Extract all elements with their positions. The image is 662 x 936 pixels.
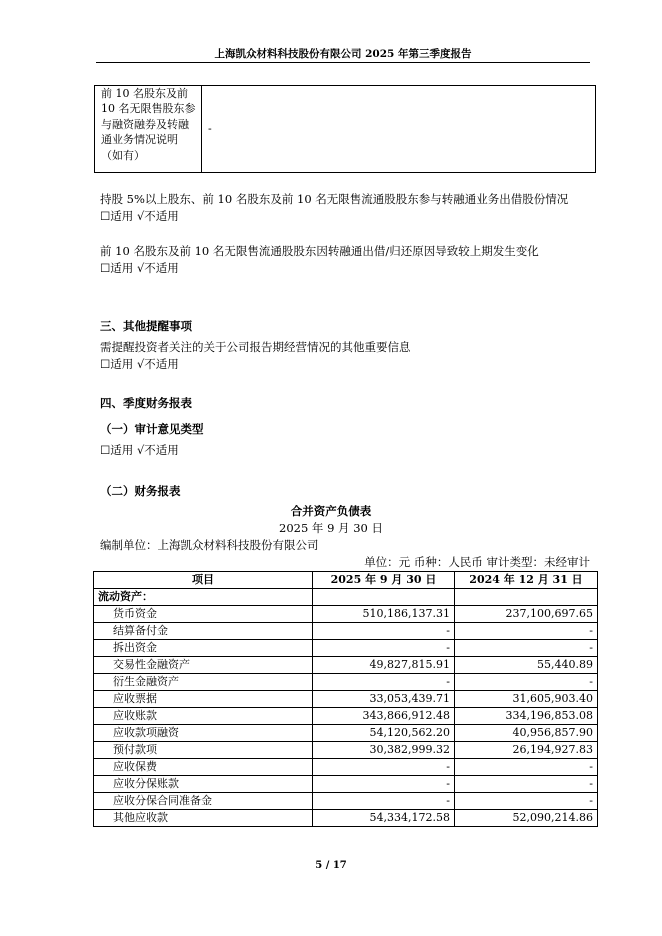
row-prior-value: - [455, 793, 598, 810]
row-item: 应收账款 [94, 708, 313, 725]
row-item: 拆出资金 [94, 640, 313, 657]
row-item: 结算备付金 [94, 623, 313, 640]
row-item: 应收分保账款 [94, 776, 313, 793]
row-prior-value: 26,194,927.83 [455, 742, 598, 759]
row-item: 应收票据 [94, 691, 313, 708]
table-row [94, 793, 598, 810]
page-number: 5 / 17 [315, 860, 347, 871]
row-current-value: 54,334,172.58 [313, 810, 455, 827]
margin-trading-value: - [208, 122, 212, 135]
statement-date: 2025 年 9 月 30 日 [279, 521, 383, 535]
section-3-heading: 三、其他提醒事项 [100, 319, 192, 333]
row-item: 应收保费 [94, 759, 313, 776]
row-prior-value: 334,196,853.08 [455, 708, 598, 725]
row-item: 交易性金融资产 [94, 657, 313, 674]
row-prior-value: - [455, 776, 598, 793]
table-row [94, 810, 598, 827]
row-current-value: - [313, 640, 455, 657]
audit-opinion-choice: ☐适用 √不适用 [100, 443, 179, 457]
table-row [94, 742, 598, 759]
lending-section-text: 持股 5%以上股东、前 10 名股东及前 10 名无限售流通股股东参与转融通业务出借股份情况 [100, 192, 569, 206]
row-prior-value: - [455, 623, 598, 640]
row-current-value: 54,120,562.20 [313, 725, 455, 742]
row-prior-value: 52,090,214.86 [455, 810, 598, 827]
row-prior-value: 31,605,903.40 [455, 691, 598, 708]
audit-opinion-heading: （一）审计意见类型 [100, 422, 204, 436]
change-section-text: 前 10 名股东及前 10 名无限售流通股股东因转融通出借/归还原因导致较上期发生变化 [100, 244, 539, 258]
row-item: 衍生金融资产 [94, 674, 313, 691]
row-item: 预付款项 [94, 742, 313, 759]
row-item: 应收分保合同准备金 [94, 793, 313, 810]
margin-trading-table [94, 85, 596, 173]
column-header-item: 项目 [94, 572, 313, 589]
row-prior-value: - [455, 759, 598, 776]
row-current-value: 343,866,912.48 [313, 708, 455, 725]
row-prior-value: 40,956,857.90 [455, 725, 598, 742]
label-line: 10 名无限售股东参 [101, 102, 196, 116]
section-4-heading: 四、季度财务报表 [100, 396, 192, 410]
label-line: 与融资融券及转融 [101, 117, 189, 131]
row-current-value: - [313, 623, 455, 640]
row-prior-value: - [455, 640, 598, 657]
empty-cell [313, 589, 455, 606]
section-3-text: 需提醒投资者关注的关于公司报告期经营情况的其他重要信息 [100, 340, 411, 354]
header-divider [96, 62, 590, 63]
row-current-value: - [313, 759, 455, 776]
row-current-value: 33,053,439.71 [313, 691, 455, 708]
row-current-value: 30,382,999.32 [313, 742, 455, 759]
balance-sheet-table [93, 571, 598, 827]
row-current-value: - [313, 674, 455, 691]
label-line: 前 10 名股东及前 [101, 87, 188, 100]
row-prior-value: 55,440.89 [455, 657, 598, 674]
table-row [94, 759, 598, 776]
table-row [94, 776, 598, 793]
row-prior-value: - [455, 674, 598, 691]
statement-unit-line: 单位：元 币种：人民币 审计类型：未经审计 [364, 555, 590, 569]
table-header-row [94, 572, 598, 589]
row-item: 货币资金 [94, 606, 313, 623]
row-current-value: 510,186,137.31 [313, 606, 455, 623]
row-current-value: - [313, 793, 455, 810]
change-section-choice: ☐适用 √不适用 [100, 261, 179, 275]
row-current-value: 49,827,815.91 [313, 657, 455, 674]
balance-sheet-rows [94, 606, 598, 827]
category-row [94, 589, 598, 606]
row-current-value: - [313, 776, 455, 793]
table-row [94, 691, 598, 708]
label-line: 通业务情况说明 [101, 133, 178, 147]
section-3-choice: ☐适用 √不适用 [100, 357, 179, 371]
column-header-prior: 2024 年 12 月 31 日 [455, 572, 598, 589]
report-header-title: 上海凯众材料科技股份有限公司 2025 年第三季度报告 [214, 48, 472, 60]
row-prior-value: 237,100,697.65 [455, 606, 598, 623]
statement-title: 合并资产负债表 [290, 504, 372, 518]
table-row [94, 674, 598, 691]
table-row [94, 606, 598, 623]
category-label: 流动资产： [94, 589, 313, 606]
row-item: 应收款项融资 [94, 725, 313, 742]
table-row [94, 708, 598, 725]
table-row [94, 725, 598, 742]
row-item: 其他应收款 [94, 810, 313, 827]
column-header-current: 2025 年 9 月 30 日 [313, 572, 455, 589]
table-row [94, 623, 598, 640]
margin-trading-value-cell [202, 86, 595, 172]
table-row [94, 657, 598, 674]
lending-section-choice: ☐适用 √不适用 [100, 209, 179, 223]
empty-cell [455, 589, 598, 606]
margin-trading-label-cell [95, 86, 202, 172]
label-line: （如有） [101, 148, 145, 162]
financial-statements-heading: （二）财务报表 [100, 484, 181, 498]
statement-compiler: 编制单位：上海凯众材料科技股份有限公司 [100, 538, 319, 552]
table-row [94, 640, 598, 657]
